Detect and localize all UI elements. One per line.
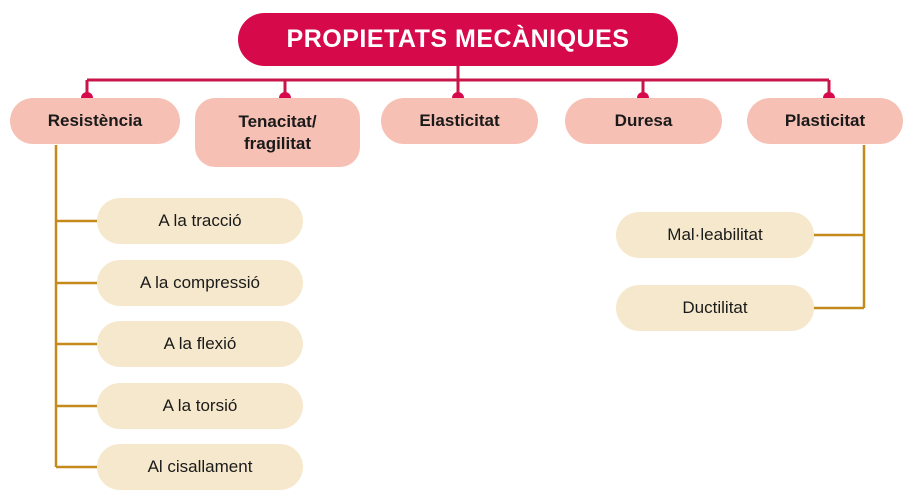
item-ductilitat: Ductilitat: [616, 285, 814, 331]
node-tenacitat: [195, 98, 360, 167]
node-duresa: Duresa: [565, 98, 722, 144]
item-a-la-flexio: A la flexió: [97, 321, 303, 367]
item-al-cisallament: Al cisallament: [97, 444, 303, 490]
item-a-la-compressio: A la compressió: [97, 260, 303, 306]
item-a-la-torsio: A la torsió: [97, 383, 303, 429]
node-elasticitat: Elasticitat: [381, 98, 538, 144]
item-a-la-traccio: A la tracció: [97, 198, 303, 244]
item-malleabilitat: Mal·leabilitat: [616, 212, 814, 258]
node-tenacitat-line2: fragilitat: [243, 133, 312, 153]
diagram-title: PROPIETATS MECÀNIQUES: [238, 13, 678, 66]
node-plasticitat: Plasticitat: [747, 98, 903, 144]
node-tenacitat-line1: Tenacitat/: [238, 111, 317, 131]
node-resistencia: Resistència: [10, 98, 180, 144]
